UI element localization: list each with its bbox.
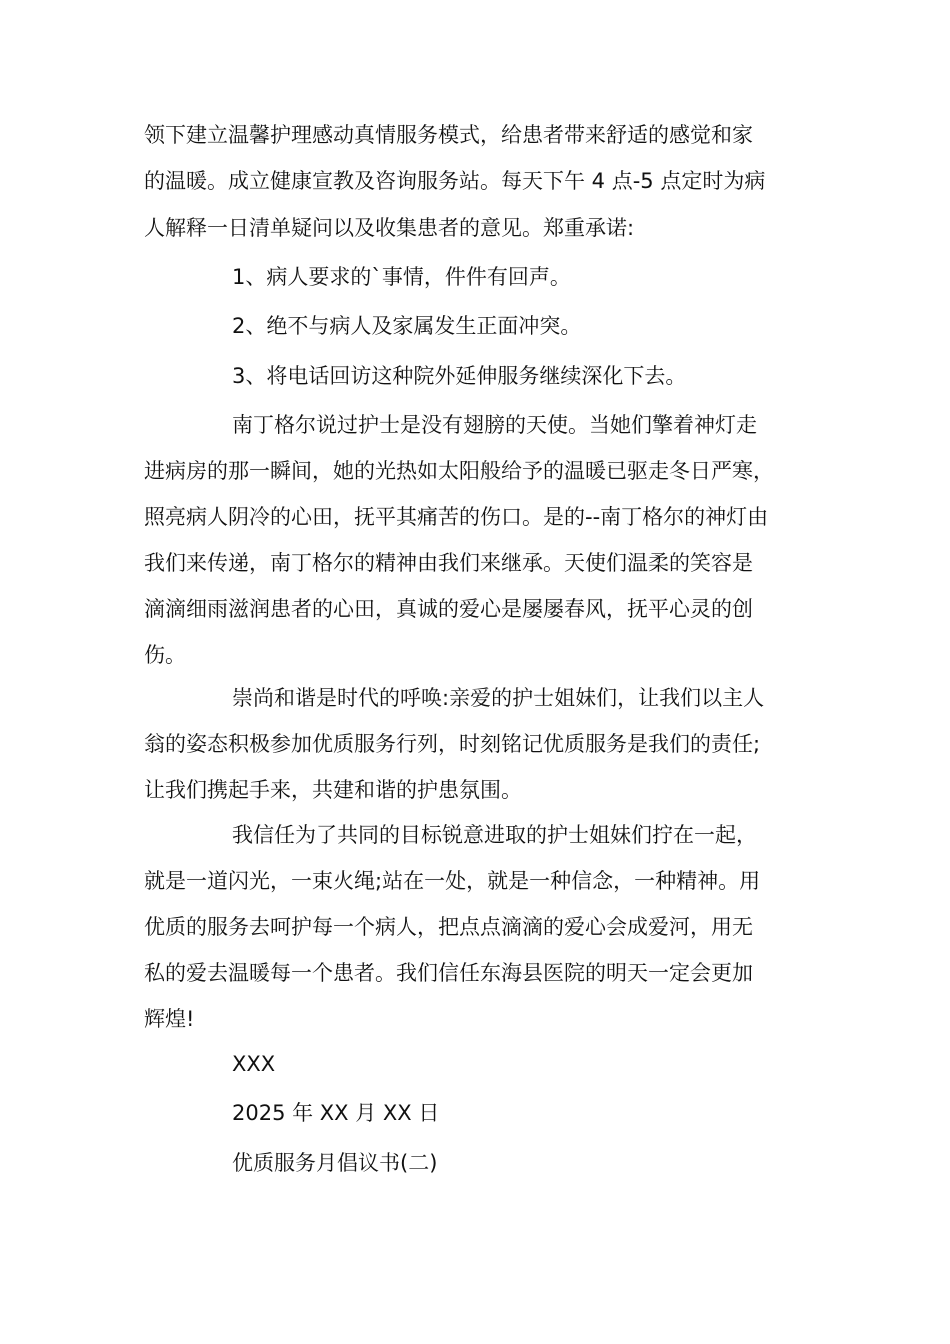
paragraph-start: 崇尚和谐是时代的呼唤:亲爱的护士姐妹们，让我们以主人 (232, 686, 765, 710)
text-line: 进病房的那一瞬间，她的光热如太阳般给予的温暖已驱走冬日严寒， (144, 459, 774, 483)
text-line: 让我们携起手来，共建和谐的护患氛围。 (144, 778, 522, 802)
text-line: 翁的姿态积极参加优质服务行列，时刻铭记优质服务是我们的责任; (144, 732, 761, 756)
text-line: 人解释一日清单疑问以及收集患者的意见。郑重承诺: (144, 216, 635, 240)
text-line: 优质的服务去呵护每一个病人，把点点滴滴的爱心会成爱河，用无 (144, 915, 753, 939)
paragraph-start: 南丁格尔说过护士是没有翅膀的天使。当她们擎着神灯走 (232, 413, 757, 437)
signature-name: XXX (232, 1052, 276, 1076)
pledge-item-3: 3、将电话回访这种院外延伸服务继续深化下去。 (232, 364, 687, 388)
text-line: 私的爱去温暖每一个患者。我们信任东海县医院的明天一定会更加 (144, 961, 753, 985)
text-line: 的温暖。成立健康宣教及咨询服务站。每天下午 4 点-5 点定时为病 (144, 169, 766, 193)
text-line: 我们来传递，南丁格尔的精神由我们来继承。天使们温柔的笑容是 (144, 551, 753, 575)
text-line: 领下建立温馨护理感动真情服务模式，给患者带来舒适的感觉和家 (144, 123, 753, 147)
text-line: 辉煌! (144, 1007, 195, 1031)
text-line: 照亮病人阴冷的心田，抚平其痛苦的伤口。是的--南丁格尔的神灯由 (144, 505, 769, 529)
text-line: 就是一道闪光，一束火绳;站在一处，就是一种信念，一种精神。用 (144, 869, 761, 893)
text-line: 伤。 (144, 643, 186, 667)
next-section-title: 优质服务月倡议书(二) (232, 1151, 438, 1175)
paragraph-start: 我信任为了共同的目标锐意进取的护士姐妹们拧在一起， (232, 823, 757, 847)
pledge-item-1: 1、病人要求的`事情，件件有回声。 (232, 265, 571, 289)
pledge-item-2: 2、绝不与病人及家属发生正面冲突。 (232, 314, 582, 338)
text-line: 滴滴细雨滋润患者的心田，真诚的爱心是屡屡春风，抚平心灵的创 (144, 597, 753, 621)
signature-date: 2025 年 XX 月 XX 日 (232, 1101, 440, 1125)
